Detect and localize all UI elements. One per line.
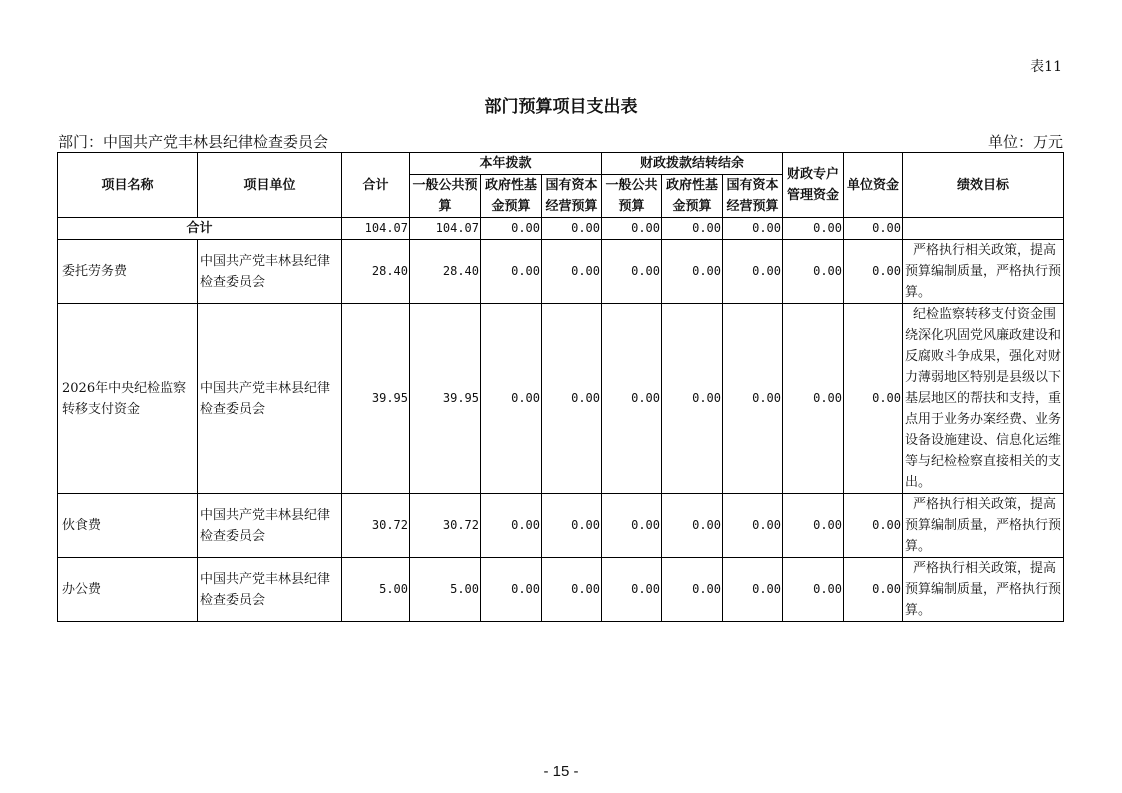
value-cell: 0.00 [481, 494, 542, 558]
value-cell: 0.00 [723, 494, 783, 558]
total-row [58, 218, 1064, 240]
value-cell: 0.00 [602, 494, 662, 558]
header-state-capital: 国有资本经营预算 [542, 175, 602, 218]
value-cell: 0.00 [783, 494, 844, 558]
performance-goal: 严格执行相关政策，提高预算编制质量，严格执行预算。 [903, 240, 1064, 304]
value-cell: 5.00 [410, 558, 481, 622]
performance-goal: 严格执行相关政策，提高预算编制质量，严格执行预算。 [903, 494, 1064, 558]
unit-label: 单位：万元 [987, 133, 1063, 151]
total-value: 104.07 [410, 218, 481, 240]
project-unit: 中国共产党丰林县纪律检查委员会 [198, 304, 342, 494]
performance-goal: 纪检监察转移支付资金围绕深化巩固党风廉政建设和反腐败斗争成果，强化对财力薄弱地区特别是县级以下基层地区的帮扶和支持，重点用于业务办案经费、业务设备设施建设、信息化运维等与纪检检察直接相关的支出。 [903, 304, 1064, 494]
value-cell: 0.00 [481, 240, 542, 304]
total-performance [903, 218, 1064, 240]
header-special-fund: 财政专户管理资金 [783, 153, 844, 218]
value-cell: 0.00 [844, 494, 903, 558]
value-cell: 0.00 [602, 558, 662, 622]
value-cell: 0.00 [783, 304, 844, 494]
value-cell: 0.00 [542, 240, 602, 304]
total-value: 0.00 [723, 218, 783, 240]
project-name: 委托劳务费 [58, 240, 198, 304]
value-cell: 0.00 [844, 558, 903, 622]
header-unit-fund: 单位资金 [844, 153, 903, 218]
header-performance: 绩效目标 [903, 153, 1064, 218]
table-row [58, 558, 1064, 622]
value-cell: 30.72 [342, 494, 410, 558]
value-cell: 0.00 [783, 240, 844, 304]
value-cell: 28.40 [342, 240, 410, 304]
project-unit: 中国共产党丰林县纪律检查委员会 [198, 494, 342, 558]
table-number: 表11 [1030, 59, 1062, 75]
value-cell: 0.00 [723, 558, 783, 622]
header-project-unit: 项目单位 [198, 153, 342, 218]
table-row [58, 240, 1064, 304]
value-cell: 30.72 [410, 494, 481, 558]
value-cell: 5.00 [342, 558, 410, 622]
value-cell: 0.00 [602, 304, 662, 494]
total-value: 0.00 [481, 218, 542, 240]
value-cell: 0.00 [662, 240, 723, 304]
value-cell: 28.40 [410, 240, 481, 304]
total-value: 0.00 [783, 218, 844, 240]
project-unit: 中国共产党丰林县纪律检查委员会 [198, 240, 342, 304]
value-cell: 0.00 [542, 304, 602, 494]
header-current-year: 本年拨款 [410, 153, 602, 175]
performance-goal: 严格执行相关政策，提高预算编制质量，严格执行预算。 [903, 558, 1064, 622]
total-value: 0.00 [602, 218, 662, 240]
header-carry-gov-fund: 政府性基金预算 [662, 175, 723, 218]
header-gov-fund: 政府性基金预算 [481, 175, 542, 218]
table-row [58, 304, 1064, 494]
page-number: - 15 - [543, 763, 579, 780]
value-cell: 0.00 [783, 558, 844, 622]
department-label: 部门：中国共产党丰林县纪律检查委员会 [58, 133, 329, 151]
value-cell: 0.00 [542, 558, 602, 622]
header-gen-budget: 一般公共预算 [410, 175, 481, 218]
value-cell: 0.00 [844, 304, 903, 494]
header-total: 合计 [342, 153, 410, 218]
total-label: 合计 [58, 218, 342, 240]
value-cell: 0.00 [662, 558, 723, 622]
project-unit: 中国共产党丰林县纪律检查委员会 [198, 558, 342, 622]
value-cell: 0.00 [602, 240, 662, 304]
total-value: 0.00 [844, 218, 903, 240]
value-cell: 0.00 [662, 304, 723, 494]
project-expenditure-table [57, 152, 1064, 622]
project-name: 伙食费 [58, 494, 198, 558]
value-cell: 0.00 [723, 240, 783, 304]
total-value: 104.07 [342, 218, 410, 240]
total-value: 0.00 [662, 218, 723, 240]
header-project-name: 项目名称 [58, 153, 198, 218]
header-carryover: 财政拨款结转结余 [602, 153, 783, 175]
page-title: 部门预算项目支出表 [484, 97, 638, 117]
value-cell: 0.00 [481, 304, 542, 494]
value-cell: 0.00 [723, 304, 783, 494]
table-row [58, 494, 1064, 558]
value-cell: 0.00 [662, 494, 723, 558]
value-cell: 0.00 [481, 558, 542, 622]
project-name: 2026年中央纪检监察转移支付资金 [58, 304, 198, 494]
value-cell: 0.00 [844, 240, 903, 304]
header-carry-state-capital: 国有资本经营预算 [723, 175, 783, 218]
value-cell: 0.00 [542, 494, 602, 558]
project-name: 办公费 [58, 558, 198, 622]
total-value: 0.00 [542, 218, 602, 240]
value-cell: 39.95 [342, 304, 410, 494]
header-carry-gen-budget: 一般公共预算 [602, 175, 662, 218]
value-cell: 39.95 [410, 304, 481, 494]
